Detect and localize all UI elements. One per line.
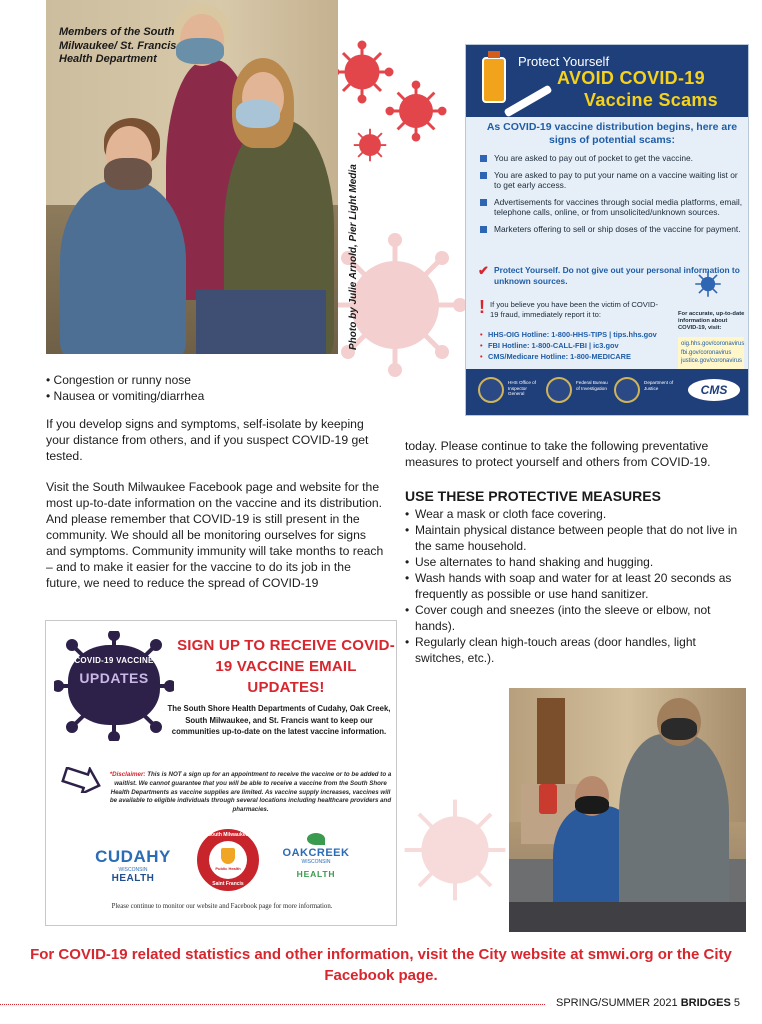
virus-graphic-faint xyxy=(395,790,515,910)
list-item: • Nausea or vomiting/diarrhea xyxy=(46,388,205,403)
badge-label-top: COVID-19 VACCINE xyxy=(74,656,154,665)
list-item: • FBI Hotline: 1-800-CALL-FBI | ic3.gov xyxy=(480,340,670,351)
syringe-icon xyxy=(503,85,552,118)
oak-creek-health-logo xyxy=(278,833,354,879)
staff-photo xyxy=(46,0,338,354)
poster-title-line1: AVOID COVID-19 xyxy=(557,68,705,88)
badge-label-main: UPDATES xyxy=(79,670,149,686)
vaccination-photo xyxy=(509,688,746,932)
logo-arc-top: South Milwaukee xyxy=(207,832,249,838)
poster-accurate-info: For accurate, up-to-date information about COVID-19, visit: xyxy=(678,311,745,331)
paragraph-facebook: Visit the South Milwaukee Facebook page and website for the most up-to-date information on the vaccine and its distribution. And please remember that COVID-19 is still present in the community. We should all be monitoring ourselves for signs and symptoms. Community immunity will take months to reach – and to make it easier for the vaccine to do its job in the future, we need to reduce the spread of COVID-19 xyxy=(46,480,384,590)
statistics-note: For COVID-19 related statistics and other information, visit the City website at smwi.org or the City Facebook page. xyxy=(30,946,732,984)
list-item: • Regularly clean high-touch areas (door handles, light switches, etc.). xyxy=(405,634,747,666)
list-item: • CMS/Medicare Hotline: 1-800-MEDICARE xyxy=(480,351,670,362)
shield-icon xyxy=(221,848,235,864)
photo-credit: Photo by Julie Arnold, Pier Light Media xyxy=(348,164,359,350)
virus-graphic-red-3 xyxy=(350,125,390,165)
vaccine-scam-poster xyxy=(465,44,749,416)
vaccine-updates-badge xyxy=(54,631,174,741)
south-milwaukee-st-francis-logo xyxy=(197,829,259,891)
poster-fraud-note: If you believe you have been the victim of COVID-19 fraud, immediately report it to: xyxy=(490,300,658,319)
exclamation-icon: ! xyxy=(479,297,485,317)
logo-arc-bottom: Saint Francis xyxy=(212,881,244,887)
list-item: Marketers offering to sell or ship doses of the vaccine for payment. xyxy=(478,224,744,235)
poster-links xyxy=(678,337,744,369)
list-item: • Wear a mask or cloth face covering. xyxy=(405,506,747,522)
list-item: You are asked to pay to put your name on a vaccine waiting list or to get early access. xyxy=(478,170,744,191)
virus-icon xyxy=(691,267,725,301)
signup-footer: Please continue to monitor our website and Facebook page for more information. xyxy=(111,903,333,910)
list-item: • Wash hands with soap and water for at least 20 seconds as frequently as possible or use hand sanitizer. xyxy=(405,570,747,602)
page-folio xyxy=(556,997,740,1009)
logo-health: HEALTH xyxy=(111,873,155,884)
signup-body: The South Shore Health Departments of Cudahy, Oak Creek, South Milwaukee, and St. Francis want to keep our communities up-to-date on the latest vaccine information. xyxy=(167,704,391,737)
hhs-seal-icon xyxy=(478,377,504,403)
photo-caption: Members of the South Milwaukee/ St. Francis Health Department xyxy=(59,26,177,65)
list-item: Advertisements for vaccines through social media platforms, email, telephone calls, online, or from unsolicited/unknown sources. xyxy=(478,197,744,218)
logo-subtext: WISCONSIN xyxy=(301,859,331,865)
cms-logo: CMS xyxy=(688,379,740,401)
list-item: • HHS-OIG Hotline: 1-800-HHS-TIPS | tips.hhs.gov xyxy=(480,329,670,340)
agency-label: Federal Bureau of Investigation xyxy=(576,380,608,391)
agency-label: Department of Justice xyxy=(644,380,674,391)
link: justice.gov/coronavirus xyxy=(681,358,743,364)
paragraph-self-isolate: If you develop signs and symptoms, self-isolate by keeping your distance from others, and if you suspect COVID-19 get tested. xyxy=(46,417,369,463)
poster-intro: As COVID-19 vaccine distribution begins, here are signs of potential scams: xyxy=(486,121,738,146)
dotted-rule xyxy=(0,1004,545,1005)
logo-center-text: Public Health xyxy=(215,866,241,871)
cudahy-health-logo xyxy=(94,847,172,884)
logo-health: HEALTH xyxy=(296,869,336,879)
leaf-icon xyxy=(307,833,325,845)
checkmark-icon: ✔ xyxy=(478,263,489,278)
magazine-name: BRIDGES xyxy=(680,997,731,1009)
email-signup-flyer xyxy=(45,620,397,926)
measures-heading: USE THESE PROTECTIVE MEASURES xyxy=(405,488,661,504)
list-item: You are asked to pay out of pocket to get the vaccine. xyxy=(478,153,744,164)
symptom-list xyxy=(46,373,204,404)
signup-disclaimer xyxy=(108,771,393,815)
poster-title-line2: Vaccine Scams xyxy=(584,90,718,110)
poster-kicker: Protect Yourself xyxy=(518,54,610,69)
disclaimer-text: This is NOT a sign up for an appointment to receive the vaccine or to be added to a waitlist. We cannot guarantee that you will be able to receive a vaccine from the South Shore Health Departments as vaccine supplies are limited. As vaccine supply increases, vaccines will be available to eligible individuals through several locations including healthcare providers and pharmacies. xyxy=(109,771,392,814)
link: oig.hhs.gov/coronavirus xyxy=(681,341,745,347)
doj-seal-icon xyxy=(614,377,640,403)
link: fbi.gov/coronavirus xyxy=(681,349,732,356)
paragraph-continue: today. Please continue to take the following preventative measures to protect yourself and others from COVID-19. xyxy=(405,439,711,469)
page-number: 5 xyxy=(733,997,741,1009)
list-item: • Maintain physical distance between people that do not live in the same household. xyxy=(405,522,747,554)
virus-graphic-large xyxy=(320,230,470,380)
vaccine-vial-icon xyxy=(482,57,506,103)
measures-list xyxy=(405,506,747,666)
list-item: • Cover cough and sneezes (into the sleeve or elbow, not hands). xyxy=(405,602,747,634)
logo-text: OAKCREEK xyxy=(282,847,350,859)
issue-label: SPRING/SUMMER 2021 xyxy=(556,997,678,1009)
arrow-icon xyxy=(60,767,104,793)
virus-graphic-red-2 xyxy=(385,80,447,142)
list-item: • Use alternates to hand shaking and hugging. xyxy=(405,554,747,570)
disclaimer-label: *Disclaimer: xyxy=(109,771,146,778)
logo-subtext: WISCONSIN xyxy=(118,867,148,873)
poster-protect-note: Protect Yourself. Do not give out your personal information to unknown sources. xyxy=(494,265,740,286)
scam-signs-list xyxy=(478,153,744,241)
signup-title: SIGN UP TO RECEIVE COVID-19 VACCINE EMAIL UPDATES! xyxy=(177,637,395,696)
agency-logos-bar xyxy=(466,369,748,415)
hotline-list xyxy=(480,329,670,362)
fbi-seal-icon xyxy=(546,377,572,403)
list-item: • Congestion or runny nose xyxy=(46,373,191,387)
logo-text: CUDAHY xyxy=(95,847,171,866)
agency-label: HHS Office of Inspector General xyxy=(508,380,536,396)
